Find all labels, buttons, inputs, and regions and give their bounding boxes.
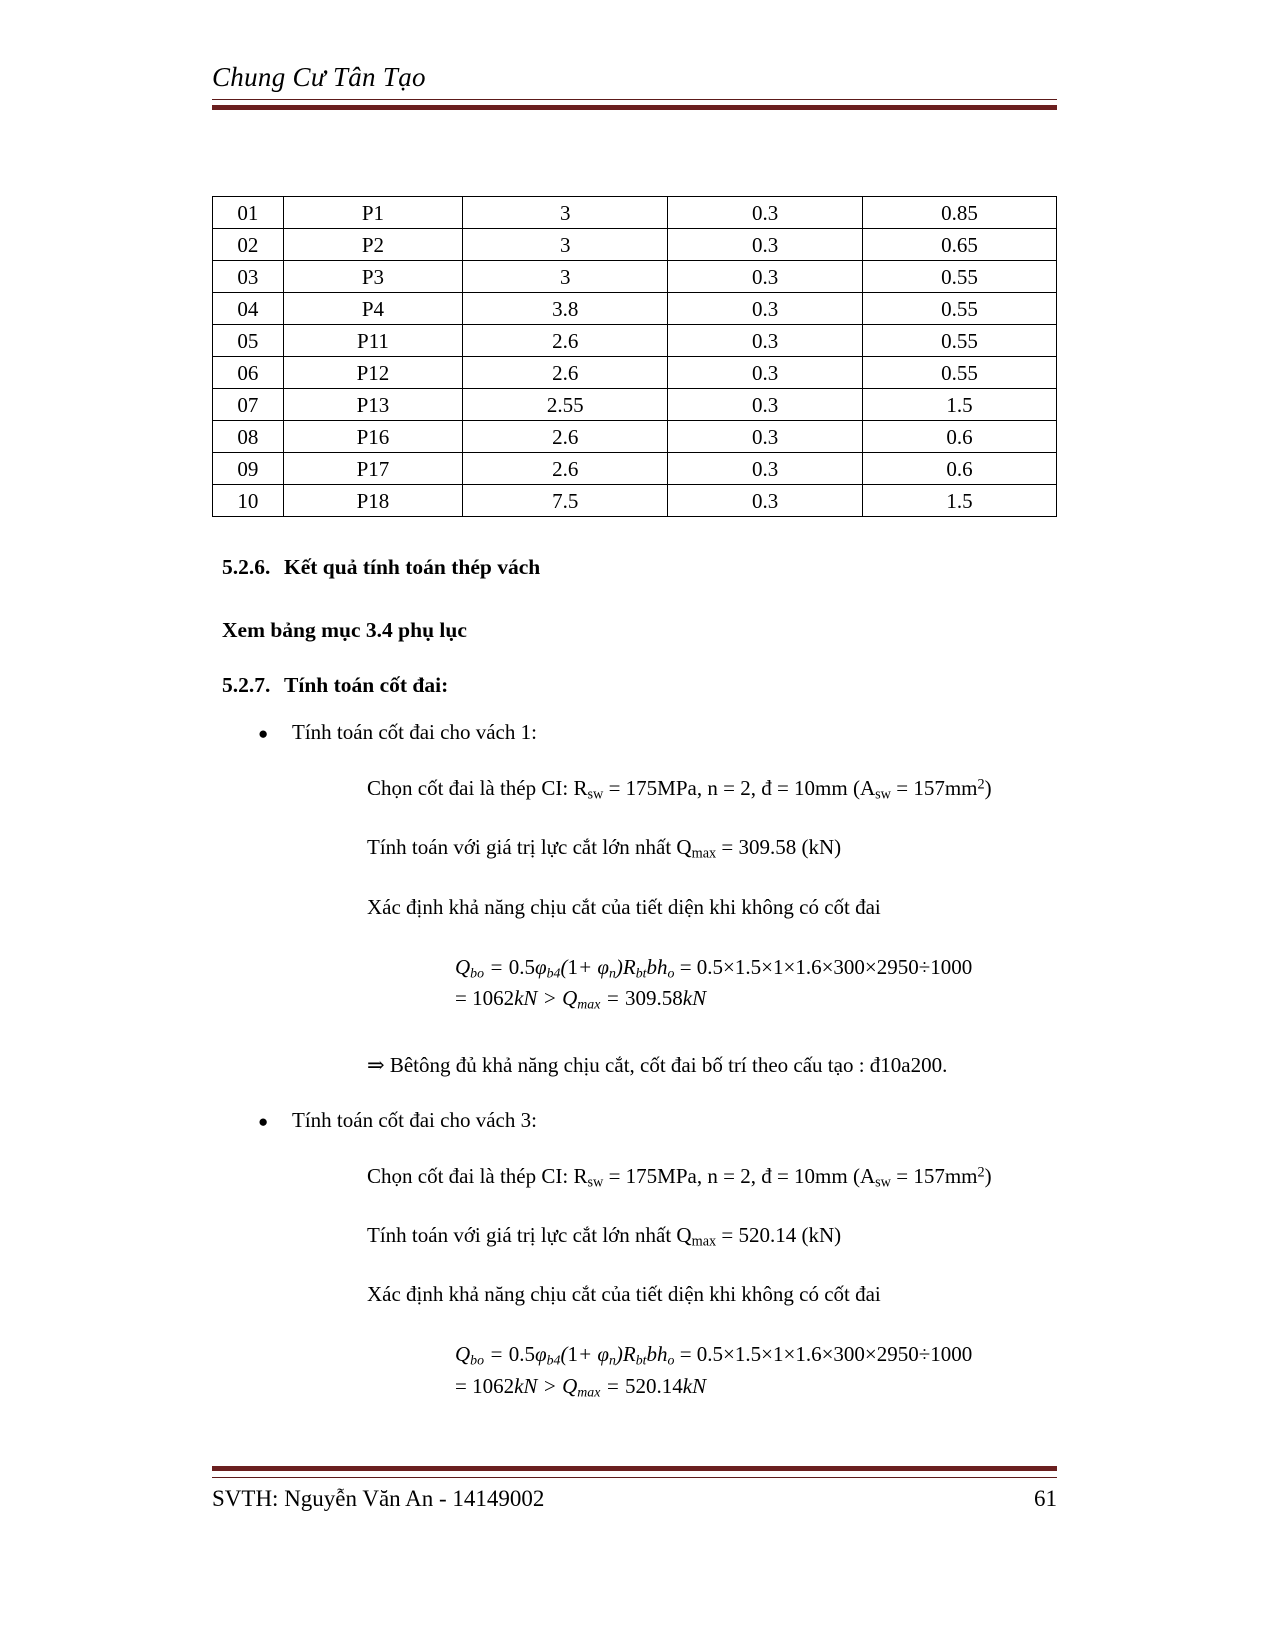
cell-no: 02: [213, 229, 284, 261]
section-title: Tính toán cốt đai:: [284, 673, 449, 697]
formula-result-qmax: 520.14: [625, 1373, 683, 1398]
section-heading-5-2-6: [222, 555, 1275, 580]
choice-sub-a: sw: [587, 1174, 604, 1191]
formula-numeric: = 0.5×1.5×1×1.6×300×2950÷1000: [679, 1342, 973, 1367]
cell-no: 04: [213, 293, 284, 325]
spacer: [0, 1251, 1275, 1281]
spacer: [0, 745, 1275, 775]
formula-result-unit: kN >: [514, 986, 563, 1011]
choice-text-d: ): [984, 776, 992, 800]
cell-name: P16: [283, 421, 463, 453]
choice-sub-b: sw: [875, 1174, 891, 1191]
steel-choice-paragraph-2: [367, 1163, 1043, 1192]
formula-result-qmax-unit: kN: [682, 986, 707, 1011]
cell-e: 0.55: [863, 325, 1057, 357]
cell-no: 07: [213, 389, 284, 421]
cell-c: 2.6: [463, 421, 668, 453]
cell-name: P13: [283, 389, 463, 421]
spacer: [0, 580, 1275, 618]
page-footer: [212, 1466, 1057, 1512]
formula-result-value: 1062: [472, 986, 515, 1011]
choice-text-d: ): [984, 1163, 992, 1188]
choice-text-b: = 175MPa, n = 2, đ = 10mm (A: [603, 1163, 876, 1188]
cell-no: 09: [213, 453, 284, 485]
spacer: [0, 804, 1275, 834]
cell-e: 0.55: [863, 293, 1057, 325]
choice-text-c: = 157mm: [890, 776, 978, 800]
bullet-label: Tính toán cốt đai cho vách 1:: [292, 720, 537, 744]
cell-c: 3: [463, 261, 668, 293]
spacer: [0, 698, 1275, 720]
qmax-sub: max: [691, 845, 717, 862]
cell-no: 05: [213, 325, 284, 357]
formula-result-prefix: =: [455, 986, 473, 1011]
formula-result-1: [455, 983, 1055, 1015]
spacer: [0, 864, 1275, 894]
cell-name: P18: [283, 485, 463, 517]
qmax-value: = 520.14 (kN): [716, 1223, 842, 1248]
cell-d: 0.3: [668, 261, 863, 293]
header-title: Chung Cư Tân Tạo: [212, 62, 426, 92]
cell-c: 3.8: [463, 293, 668, 325]
cell-d: 0.3: [668, 421, 863, 453]
cell-e: 0.85: [863, 197, 1057, 229]
cell-name: P17: [283, 453, 463, 485]
wall-dimensions-table: [212, 196, 1057, 517]
cell-c: 2.6: [463, 357, 668, 389]
determine-paragraph-2: Xác định khả năng chịu cắt của tiết diện khi không có cốt đai: [367, 1282, 881, 1307]
section-title: Kết quả tính toán thép vách: [284, 555, 541, 579]
choice-sup: 2: [977, 1164, 985, 1181]
table-body: [213, 197, 1057, 517]
spacer: [0, 643, 1275, 673]
bullet-item-vach-3: [258, 1108, 1275, 1133]
cell-c: 7.5: [463, 485, 668, 517]
cell-no: 03: [213, 261, 284, 293]
cell-d: 0.3: [668, 453, 863, 485]
footer-author: SVTH: Nguyễn Văn An - 14149002: [212, 1486, 545, 1511]
choice-text-b: = 175MPa, n = 2, đ = 10mm (A: [603, 776, 876, 800]
steel-choice-paragraph-1: [367, 775, 1043, 804]
cell-no: 08: [213, 421, 284, 453]
choice-text-a: Chọn cốt đai là thép CI: R: [367, 1163, 588, 1188]
cell-name: P3: [283, 261, 463, 293]
table-row: [213, 229, 1057, 261]
cell-name: P1: [283, 197, 463, 229]
choice-sub-a: sw: [587, 786, 604, 803]
formula-result-qmax: 309.58: [625, 986, 683, 1011]
determine-paragraph-1: Xác định khả năng chịu cắt của tiết diện khi không có cốt đai: [367, 894, 881, 919]
cell-name: P12: [283, 357, 463, 389]
table-row: [213, 261, 1057, 293]
qmax-paragraph-2: [367, 1222, 1057, 1251]
footer-rule-thin: [212, 1471, 1057, 1478]
table-row: [213, 389, 1057, 421]
formula-qbo-2: [455, 1339, 1055, 1371]
spacer: [0, 1078, 1275, 1108]
header-rule-thick: [212, 105, 1057, 110]
formula-qbo-1: [455, 952, 1055, 984]
choice-text-a: Chọn cốt đai là thép CI: R: [367, 776, 588, 800]
cell-e: 0.55: [863, 357, 1057, 389]
cell-no: 01: [213, 197, 284, 229]
cell-d: 0.3: [668, 389, 863, 421]
cell-no: 06: [213, 357, 284, 389]
cell-e: 1.5: [863, 485, 1057, 517]
qmax-value: = 309.58 (kN): [716, 835, 842, 860]
cell-e: 0.6: [863, 421, 1057, 453]
spacer: [0, 1133, 1275, 1163]
formula-result-prefix: =: [455, 1373, 473, 1398]
formula-numeric: = 0.5×1.5×1×1.6×300×2950÷1000: [679, 954, 973, 979]
cell-e: 0.6: [863, 453, 1057, 485]
choice-text-c: = 157mm: [890, 1163, 978, 1188]
cell-d: 0.3: [668, 229, 863, 261]
spacer: [0, 922, 1275, 952]
section-heading-5-2-7: [222, 673, 1275, 698]
qmax-sub: max: [691, 1233, 717, 1250]
qmax-prefix: Tính toán với giá trị lực cắt lớn nhất Q: [367, 1223, 692, 1248]
cell-c: 2.6: [463, 325, 668, 357]
table-row: [213, 453, 1057, 485]
formula-result-qmax-unit: kN: [682, 1373, 707, 1398]
appendix-note: Xem bảng mục 3.4 phụ lục: [222, 618, 467, 642]
cell-no: 10: [213, 485, 284, 517]
section-number: 5.2.6.: [222, 555, 271, 579]
footer-page-number: 61: [1034, 1486, 1057, 1511]
choice-sup: 2: [977, 776, 985, 793]
qmax-prefix: Tính toán với giá trị lực cắt lớn nhất Q: [367, 835, 692, 860]
cell-e: 0.65: [863, 229, 1057, 261]
footer-text-row: [212, 1486, 1057, 1512]
spacer: [0, 1015, 1275, 1053]
formula-symbol: $Q_{bo} = 0.5\varphi_{b4}(1+ \varphi_n)R_{bt}bh_o$: [455, 954, 675, 980]
cell-c: 3: [463, 229, 668, 261]
spacer: [0, 1309, 1275, 1339]
bullet-dot-icon: ●: [258, 724, 269, 743]
cell-name: P4: [283, 293, 463, 325]
cell-d: 0.3: [668, 485, 863, 517]
cell-c: 3: [463, 197, 668, 229]
bullet-item-vach-1: [258, 720, 1275, 745]
table-row: [213, 197, 1057, 229]
table-row: [213, 357, 1057, 389]
cell-c: 2.55: [463, 389, 668, 421]
table-row: [213, 485, 1057, 517]
cell-d: 0.3: [668, 293, 863, 325]
formula-result-qmax-symbol: $Q_{max}$ =: [562, 1373, 626, 1400]
table-row: [213, 293, 1057, 325]
cell-d: 0.3: [668, 357, 863, 389]
formula-result-unit: kN >: [514, 1373, 563, 1398]
page-content: [0, 555, 1275, 1402]
cell-name: P11: [283, 325, 463, 357]
formula-result-2: [455, 1371, 1055, 1403]
spacer: [0, 1192, 1275, 1222]
formula-result-qmax-symbol: $Q_{max}$ =: [562, 986, 626, 1012]
cell-c: 2.6: [463, 453, 668, 485]
cell-e: 0.55: [863, 261, 1057, 293]
bullet-label: Tính toán cốt đai cho vách 3:: [292, 1107, 537, 1132]
cell-d: 0.3: [668, 325, 863, 357]
table-row: [213, 325, 1057, 357]
formula-result-value: 1062: [472, 1373, 515, 1398]
cell-name: P2: [283, 229, 463, 261]
choice-sub-b: sw: [875, 786, 891, 803]
conclusion-1: ⇒ Bêtông đủ khả năng chịu cắt, cốt đai bố trí theo cấu tạo : đ10a200.: [367, 1052, 948, 1077]
cell-d: 0.3: [668, 197, 863, 229]
page-header: [212, 62, 1057, 110]
qmax-paragraph-1: [367, 834, 1057, 863]
formula-symbol: $Q_{bo} = 0.5\varphi_{b4}(1+ \varphi_n)R_{bt}bh_o$: [455, 1342, 675, 1368]
section-number: 5.2.7.: [222, 673, 271, 697]
table-row: [213, 421, 1057, 453]
cell-e: 1.5: [863, 389, 1057, 421]
bullet-dot-icon: ●: [258, 1111, 269, 1131]
